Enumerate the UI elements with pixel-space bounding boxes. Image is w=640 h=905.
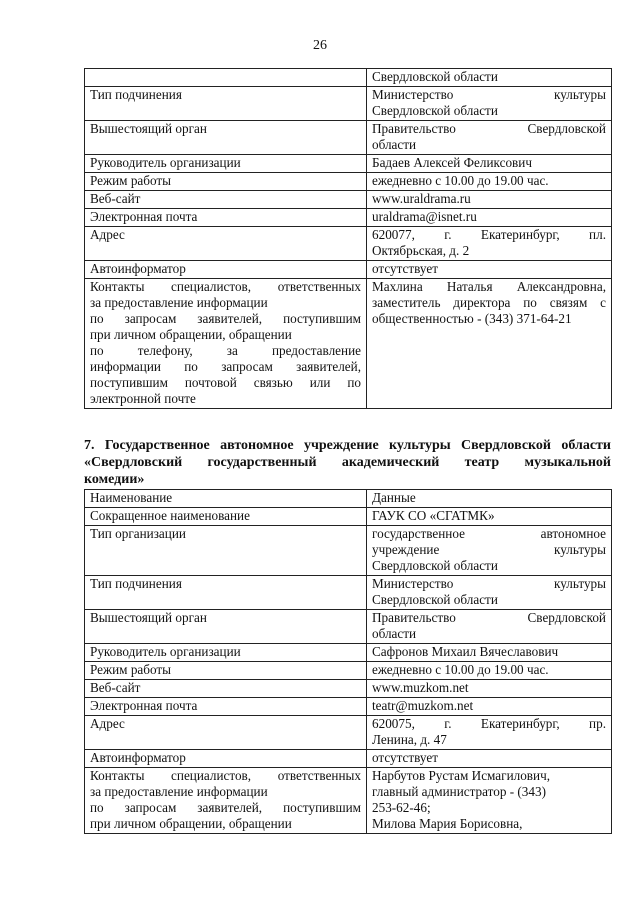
value-line: Свердловской области xyxy=(372,103,498,118)
row-label: Автоинформатор xyxy=(85,261,367,279)
email-value: uraldrama@isnet.ru xyxy=(372,209,477,224)
value-line: Правительство Свердловской xyxy=(372,121,606,136)
header-value xyxy=(367,490,612,508)
label-line: за предоставление информации xyxy=(90,295,268,310)
heading-line: комедии» xyxy=(84,472,145,487)
row-label: Веб-сайт xyxy=(85,191,367,209)
row-label: Электронная почта xyxy=(85,209,367,227)
label-line: по запросам заявителей, поступившим xyxy=(90,311,361,326)
value-line: области xyxy=(372,626,417,641)
row-label xyxy=(85,768,367,834)
row-label: Электронная почта xyxy=(85,698,367,716)
theatre-info-table-2 xyxy=(84,489,612,834)
row-value xyxy=(367,698,612,716)
website-value: www.uraldrama.ru xyxy=(372,191,471,206)
table-row xyxy=(85,644,612,662)
value-line: области xyxy=(372,137,417,152)
row-label: Адрес xyxy=(85,716,367,750)
value-line: Октябрьская, д. 2 xyxy=(372,243,470,258)
table-row xyxy=(85,750,612,768)
row-label: Сокращенное наименование xyxy=(85,508,367,526)
label-line: за предоставление информации xyxy=(90,784,268,799)
value-line: заместитель директора по связям с xyxy=(372,295,606,310)
row-value xyxy=(367,576,612,610)
label-line: поступившим почтовой связью или по xyxy=(90,375,361,390)
table-row xyxy=(85,87,612,121)
table-row xyxy=(85,768,612,834)
row-label xyxy=(85,69,367,87)
row-value xyxy=(367,155,612,173)
value-line: Нарбутов Рустам Исмагилович, xyxy=(372,768,551,783)
row-value xyxy=(367,508,612,526)
section-heading xyxy=(84,437,611,488)
row-value xyxy=(367,173,612,191)
value-line: Ленина, д. 47 xyxy=(372,732,447,747)
value-line: 620075, г. Екатеринбург, пр. xyxy=(372,716,606,731)
row-value xyxy=(367,750,612,768)
table-row xyxy=(85,610,612,644)
heading-line: «Свердловский государственный академический театр музыкальной xyxy=(84,455,611,470)
table-row xyxy=(85,662,612,680)
table-row xyxy=(85,69,612,87)
row-label: Адрес xyxy=(85,227,367,261)
value-line: отсутствует xyxy=(372,261,438,276)
row-value xyxy=(367,191,612,209)
table-row xyxy=(85,173,612,191)
row-label: Руководитель организации xyxy=(85,644,367,662)
row-label: Вышестоящий орган xyxy=(85,610,367,644)
table-row xyxy=(85,227,612,261)
row-label: Вышестоящий орган xyxy=(85,121,367,155)
table-body xyxy=(85,490,612,834)
label-line: по запросам заявителей, поступившим xyxy=(90,800,361,815)
row-value xyxy=(367,610,612,644)
table-row xyxy=(85,209,612,227)
theatre-info-table-1 xyxy=(84,68,612,409)
value-line: главный администратор - (343) xyxy=(372,784,546,799)
value-line: Махлина Наталья Александровна, xyxy=(372,279,606,294)
value-line: ежедневно с 10.00 до 19.00 час. xyxy=(372,173,549,188)
row-value xyxy=(367,662,612,680)
value-line: учреждение культуры xyxy=(372,542,606,557)
row-label xyxy=(85,279,367,409)
row-value xyxy=(367,261,612,279)
email-value: teatr@muzkom.net xyxy=(372,698,474,713)
value-line: Свердловской области xyxy=(372,592,498,607)
label-line: при личном обращении, обращении xyxy=(90,816,292,831)
value-line: Бадаев Алексей Феликсович xyxy=(372,155,532,170)
row-value xyxy=(367,716,612,750)
value-line: Свердловской области xyxy=(372,558,498,573)
value-line: Министерство культуры xyxy=(372,87,606,102)
value-line: Свердловской области xyxy=(372,69,498,84)
value-line: общественностью - (343) 371-64-21 xyxy=(372,311,572,326)
row-label: Тип подчинения xyxy=(85,87,367,121)
value-line: 253-62-46; xyxy=(372,800,431,815)
table-row xyxy=(85,191,612,209)
row-label: Тип организации xyxy=(85,526,367,576)
table-body xyxy=(85,69,612,409)
table-row xyxy=(85,121,612,155)
value-line: Данные xyxy=(372,490,416,505)
table-row xyxy=(85,279,612,409)
row-label: Автоинформатор xyxy=(85,750,367,768)
value-line: Милова Мария Борисовна, xyxy=(372,816,523,831)
row-label: Руководитель организации xyxy=(85,155,367,173)
row-value xyxy=(367,279,612,409)
row-value xyxy=(367,227,612,261)
table-row xyxy=(85,261,612,279)
page-number: 26 xyxy=(313,38,327,53)
row-value xyxy=(367,209,612,227)
value-line: ГАУК СО «СГАТМК» xyxy=(372,508,495,523)
row-label: Тип подчинения xyxy=(85,576,367,610)
label-line: информации по запросам заявителей, xyxy=(90,359,361,374)
value-line: Министерство культуры xyxy=(372,576,606,591)
table-header-row xyxy=(85,490,612,508)
heading-line: 7. Государственное автономное учреждение культуры Свердловской области xyxy=(84,438,611,453)
table-row xyxy=(85,526,612,576)
table-row xyxy=(85,698,612,716)
table-row xyxy=(85,155,612,173)
row-value xyxy=(367,680,612,698)
row-value xyxy=(367,121,612,155)
website-value: www.muzkom.net xyxy=(372,680,469,695)
table-row xyxy=(85,576,612,610)
value-line: ежедневно с 10.00 до 19.00 час. xyxy=(372,662,549,677)
table-row xyxy=(85,508,612,526)
row-value xyxy=(367,87,612,121)
label-line: при личном обращении, обращении xyxy=(90,327,292,342)
row-label: Веб-сайт xyxy=(85,680,367,698)
label-line: электронной почте xyxy=(90,391,196,406)
row-value xyxy=(367,768,612,834)
header-label: Наименование xyxy=(85,490,367,508)
row-label: Режим работы xyxy=(85,662,367,680)
label-line: Контакты специалистов, ответственных xyxy=(90,768,361,783)
value-line: Сафронов Михаил Вячеславович xyxy=(372,644,559,659)
row-value xyxy=(367,644,612,662)
label-line: Контакты специалистов, ответственных xyxy=(90,279,361,294)
value-line: 620077, г. Екатеринбург, пл. xyxy=(372,227,606,242)
row-label: Режим работы xyxy=(85,173,367,191)
row-value xyxy=(367,526,612,576)
value-line: отсутствует xyxy=(372,750,438,765)
table-row xyxy=(85,680,612,698)
table-row xyxy=(85,716,612,750)
value-line: государственное автономное xyxy=(372,526,606,541)
row-value xyxy=(367,69,612,87)
label-line: по телефону, за предоставление xyxy=(90,343,361,358)
value-line: Правительство Свердловской xyxy=(372,610,606,625)
